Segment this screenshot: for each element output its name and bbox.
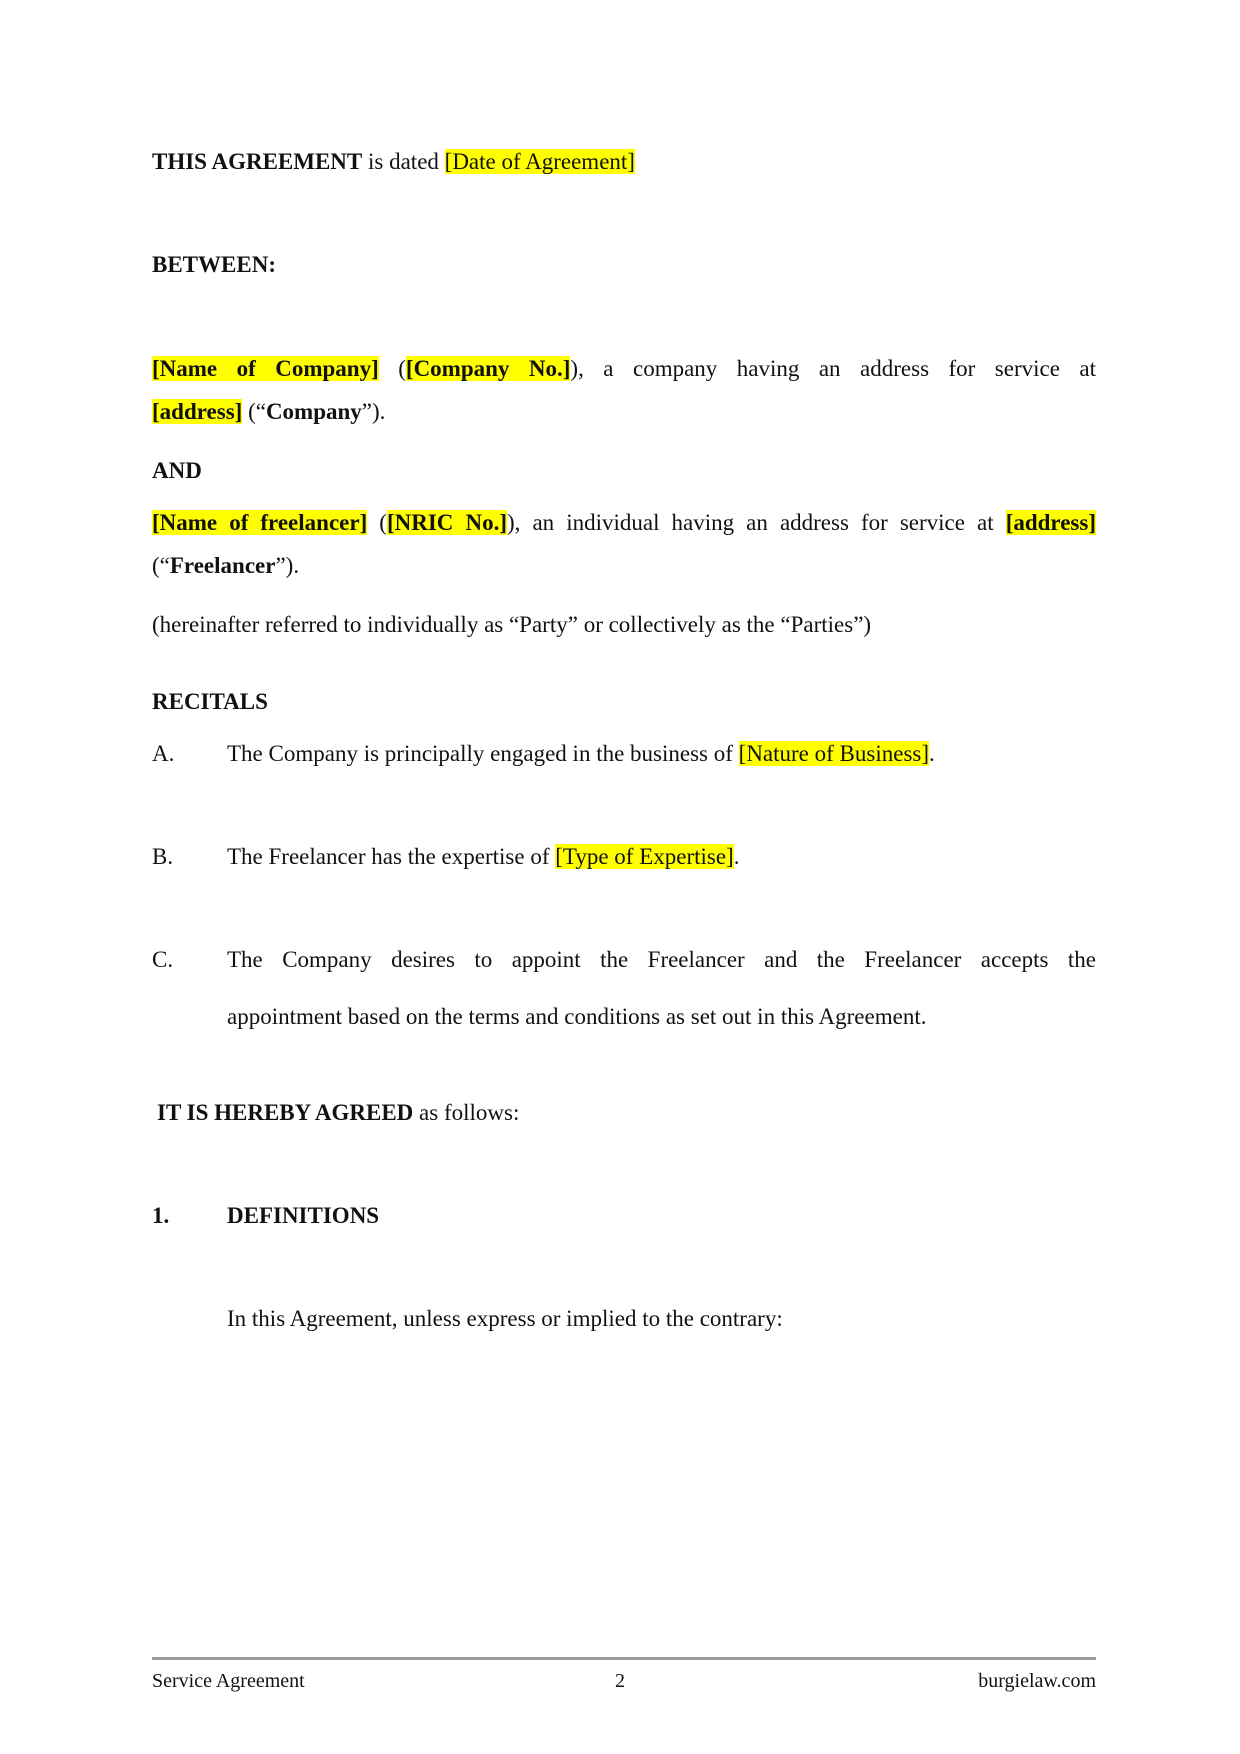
freelancer-name-placeholder: [Name of freelancer] — [152, 510, 368, 535]
company-address-placeholder: [address] — [152, 399, 243, 424]
footer-left: Service Agreement — [152, 1670, 305, 1692]
recital-c-text — [227, 938, 1096, 1038]
agreed-line: IT IS HEREBY AGREED as follows: — [157, 1100, 520, 1125]
footer-page-number: 2 — [615, 1670, 625, 1692]
freelancer-address-placeholder: [address] — [1005, 510, 1096, 535]
nature-of-business-placeholder: [Nature of Business] — [738, 741, 930, 766]
nric-placeholder: [NRIC No.] — [386, 510, 507, 535]
party-company-block — [152, 347, 1096, 433]
party-company-line-1: [Name of Company] ([Company No.]), a company having an address for service at — [152, 356, 1096, 381]
section-1-number: 1. — [152, 1203, 170, 1228]
agreement-date-line: THIS AGREEMENT is dated [Date of Agreement] — [152, 149, 635, 174]
definitions-intro: In this Agreement, unless express or implied to the contrary: — [227, 1306, 783, 1331]
freelancer-defined-term: Freelancer — [169, 553, 276, 578]
footer-right: burgielaw.com — [978, 1670, 1096, 1692]
footer-rule — [152, 1657, 1096, 1660]
between-heading: BETWEEN: — [152, 252, 276, 277]
company-name-placeholder: [Name of Company] — [152, 356, 379, 381]
recital-c-letter: C. — [152, 947, 174, 972]
section-1-title: DEFINITIONS — [227, 1203, 380, 1228]
recital-c-line-1: The Company desires to appoint the Freelancer and the Freelancer accepts the — [227, 947, 1096, 972]
recitals-heading: RECITALS — [152, 689, 268, 714]
company-defined-term: Company — [265, 399, 362, 424]
recital-a-letter: A. — [152, 741, 175, 766]
and-heading: AND — [152, 458, 202, 483]
party-company-line-2: [address] (“Company”). — [152, 399, 386, 424]
recital-b-letter: B. — [152, 844, 174, 869]
party-freelancer-line-2: (“Freelancer”). — [152, 553, 300, 578]
agreement-lead: THIS AGREEMENT — [152, 149, 363, 174]
recital-b-text: The Freelancer has the expertise of [Type of Expertise]. — [227, 844, 740, 869]
company-no-placeholder: [Company No.] — [405, 356, 571, 381]
hereinafter-clause: (hereinafter referred to individually as “Party” or collectively as the “Parties”) — [152, 612, 872, 637]
type-of-expertise-placeholder: [Type of Expertise] — [555, 844, 734, 869]
date-placeholder: [Date of Agreement] — [444, 149, 635, 174]
recital-a-text: The Company is principally engaged in the business of [Nature of Business]. — [227, 741, 935, 766]
recital-c-line-2: appointment based on the terms and conditions as set out in this Agreement. — [227, 1004, 927, 1029]
party-freelancer-block — [152, 501, 1096, 587]
party-freelancer-line-1: [Name of freelancer] ([NRIC No.]), an individual having an address for service at [address] — [152, 510, 1096, 535]
